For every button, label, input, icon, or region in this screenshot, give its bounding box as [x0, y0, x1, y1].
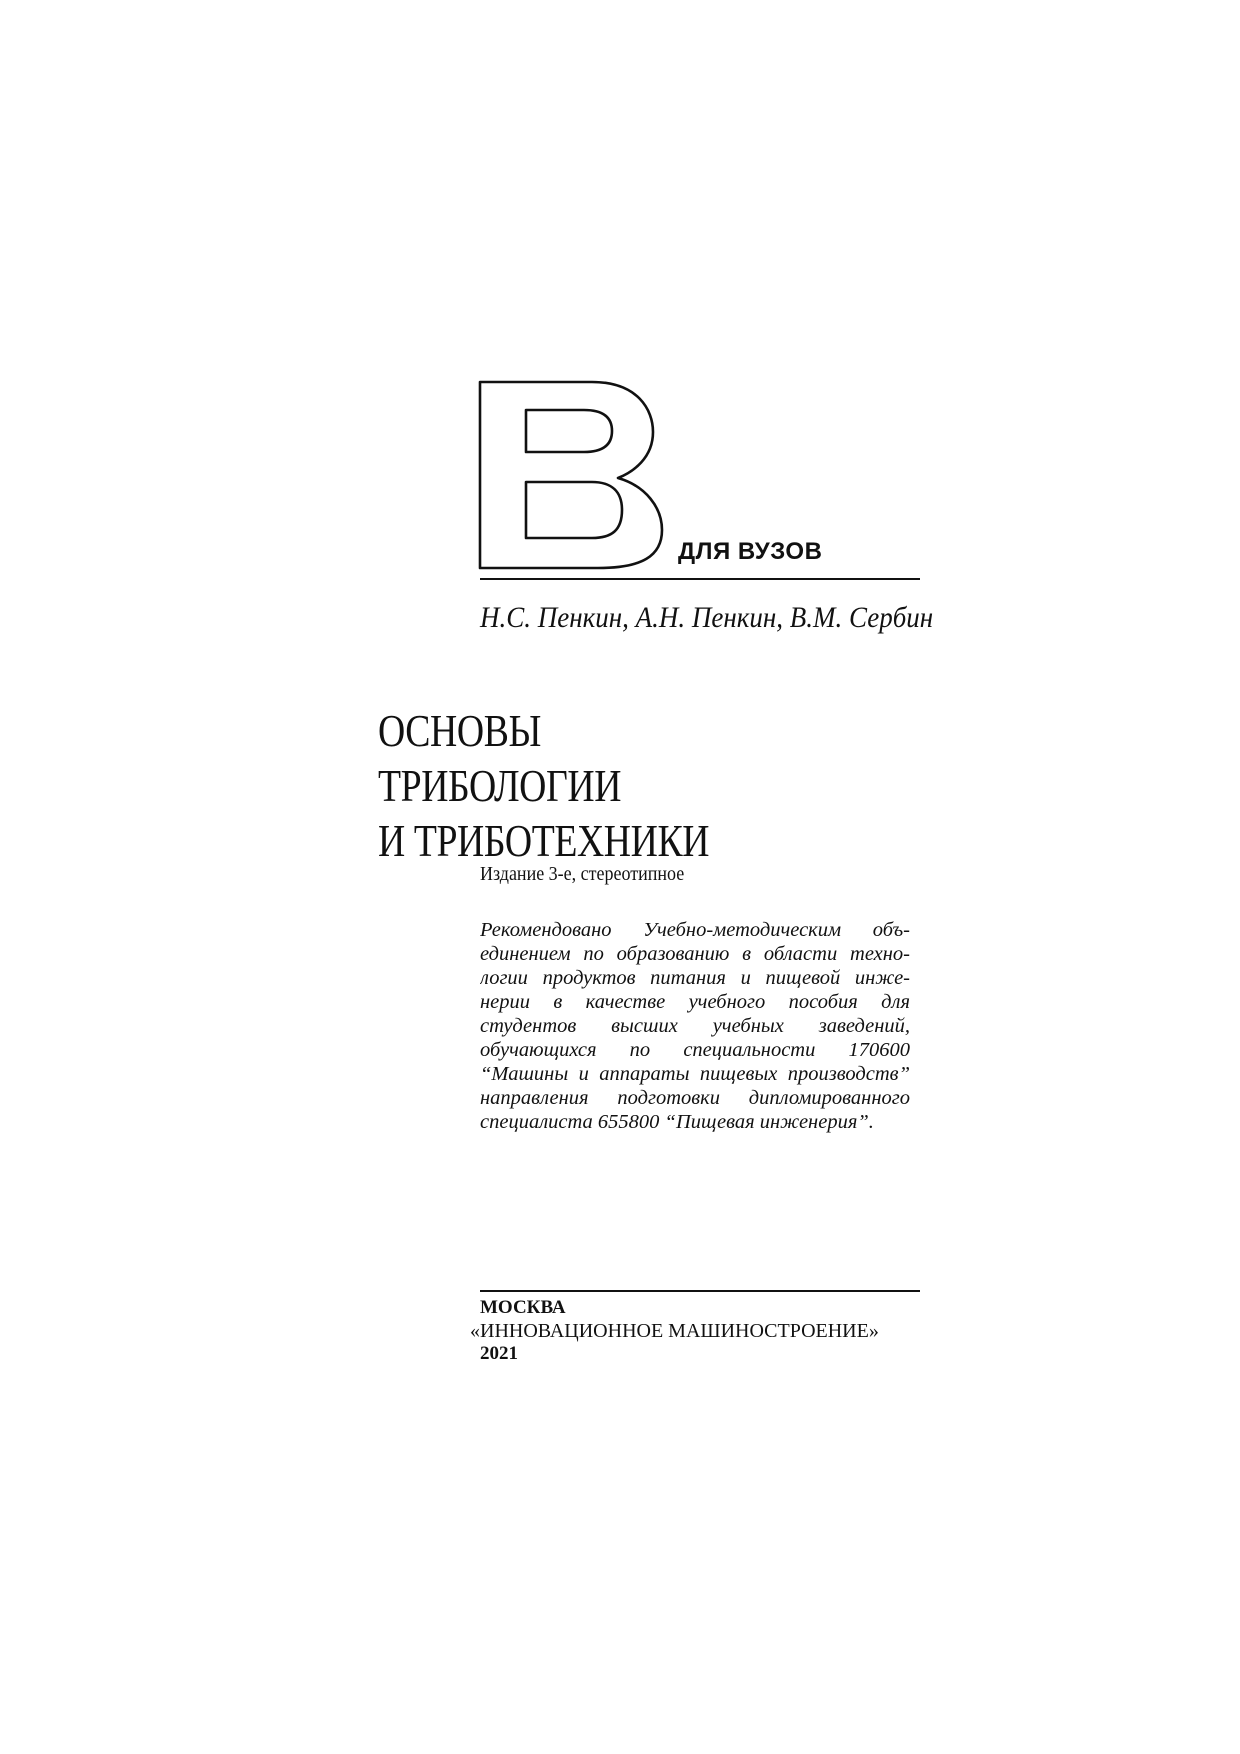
top-divider	[480, 578, 920, 580]
recommendation-line: студентов высших учебных заведений,	[480, 1015, 910, 1037]
series-label: ДЛЯ ВУЗОВ	[678, 538, 823, 565]
recommendation-line: единением по образованию в области техно-	[480, 943, 910, 965]
recommendation-text	[480, 918, 910, 1134]
title-line: И ТРИБОТЕХНИКИ	[378, 815, 710, 866]
edition-note: Издание 3-е, стереотипное	[480, 863, 685, 885]
authors: Н.С. Пенкин, А.Н. Пенкин, В.М. Сербин	[480, 601, 934, 634]
imprint-publisher: «ИННОВАЦИОННОЕ МАШИНОСТРОЕНИЕ»	[470, 1320, 879, 1342]
recommendation-line: “Машины и аппараты пищевых производств”	[480, 1063, 910, 1085]
title-line: ОСНОВЫ	[378, 705, 541, 756]
recommendation-line: специалиста 655800 “Пищевая инженерия”.	[480, 1111, 874, 1133]
book-title	[378, 703, 878, 868]
letter-b-logo-icon	[478, 380, 664, 570]
recommendation-line: нерии в качестве учебного пособия для	[480, 991, 910, 1013]
imprint-city: МОСКВА	[480, 1297, 566, 1318]
series-block	[478, 380, 920, 580]
recommendation-line: Рекомендовано Учебно-методическим объ-	[480, 919, 910, 941]
imprint-year: 2021	[480, 1343, 518, 1364]
recommendation-line: логии продуктов питания и пищевой инже-	[480, 967, 910, 989]
bottom-divider	[480, 1290, 920, 1292]
recommendation-line: обучающихся по специальности 170600	[480, 1039, 910, 1061]
title-line: ТРИБОЛОГИИ	[378, 760, 622, 811]
recommendation-line: направления подготовки дипломированного	[480, 1087, 910, 1109]
